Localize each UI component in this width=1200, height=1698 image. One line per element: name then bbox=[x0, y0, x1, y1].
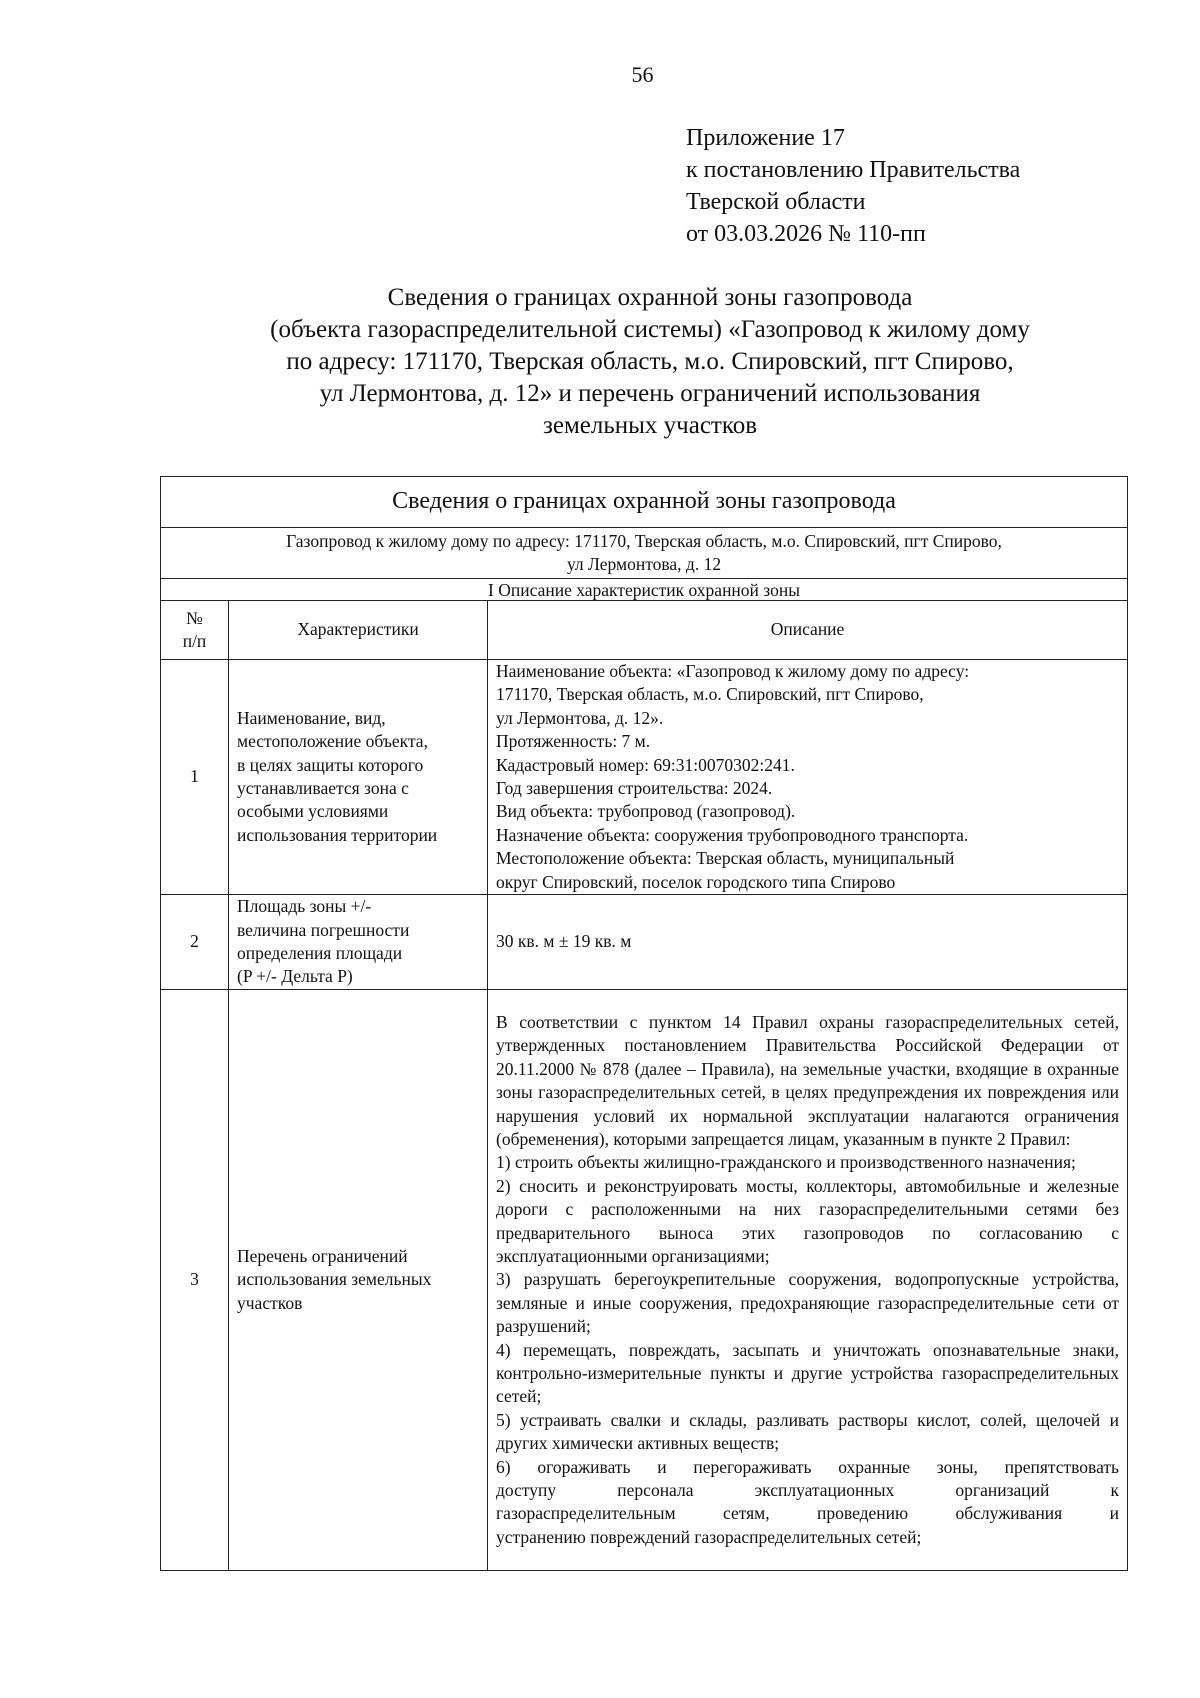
desc-line: 30 кв. м ± 19 кв. м bbox=[496, 931, 632, 952]
desc-line: газораспределительным сетям, проведению обслуживания и bbox=[496, 1503, 1120, 1524]
char-line: Площадь зоны +/- bbox=[237, 896, 372, 917]
table-row bbox=[161, 895, 1128, 990]
appendix-line: Тверской области bbox=[686, 189, 866, 215]
title-line: (объекта газораспределительной системы) «Газопровод к жилому дому bbox=[270, 316, 1030, 343]
table-header-row bbox=[161, 601, 1128, 660]
desc-line: Кадастровый номер: 69:31:0070302:241. bbox=[496, 754, 795, 775]
desc-line: доступу персонала эксплуатационных организаций к bbox=[496, 1480, 1120, 1501]
desc-line: Назначение объекта: сооружения трубопроводного транспорта. bbox=[496, 824, 969, 845]
desc-paragraph: 5) устраивать свалки и склады, разливать растворы кислот, солей, щелочей и других химически активных веществ; bbox=[496, 1409, 1120, 1454]
object-name-cell bbox=[161, 528, 1128, 579]
char-line: участков bbox=[237, 1292, 303, 1313]
appendix-block bbox=[686, 122, 1020, 250]
desc-line: Протяженность: 7 м. bbox=[496, 731, 651, 752]
char-line: использования земельных bbox=[237, 1269, 432, 1290]
char-line: в целях защиты которого bbox=[237, 754, 424, 775]
header-number-line: п/п bbox=[182, 631, 207, 651]
header-characteristics: Характеристики bbox=[229, 601, 488, 660]
title-line: Сведения о границах охранной зоны газопровода bbox=[387, 284, 913, 311]
desc-paragraph: 1) строить объекты жилищно-гражданского и производственного назначения; bbox=[496, 1152, 1076, 1173]
row-characteristic bbox=[229, 990, 488, 1571]
row-description bbox=[488, 660, 1128, 895]
title-line: по адресу: 171170, Тверская область, м.о. Спировский, пгт Спирово, bbox=[286, 348, 1014, 375]
row-number: 3 bbox=[161, 990, 229, 1571]
char-line: (P +/- Дельта P) bbox=[237, 966, 353, 987]
object-line: ул Лермонтова, д. 12 bbox=[566, 554, 722, 574]
header-description: Описание bbox=[488, 601, 1128, 660]
header-number-line: № bbox=[186, 607, 203, 628]
appendix-line: к постановлению Правительства bbox=[686, 157, 1021, 183]
char-line: определения площади bbox=[237, 943, 403, 964]
desc-paragraph: 4) перемещать, повреждать, засыпать и уничтожать опознавательные знаки, контрольно-измерительные пункты и другие устройства газораспределительных сетей; bbox=[496, 1339, 1120, 1407]
appendix-line: от 03.03.2026 № 110-пп bbox=[686, 221, 926, 247]
row-characteristic bbox=[229, 660, 488, 895]
zone-table bbox=[160, 476, 1128, 1571]
desc-line: 6) огораживать и перегораживать охранные зоны, препятствовать bbox=[496, 1456, 1120, 1477]
table-row bbox=[161, 660, 1128, 895]
desc-line: устранению повреждений газораспределительных сетей; bbox=[496, 1526, 922, 1547]
desc-line: округ Спировский, поселок городского типа Спирово bbox=[496, 871, 896, 892]
desc-line: 171170, Тверская область, м.о. Спировский, пгт Спирово, bbox=[496, 684, 924, 705]
document-title bbox=[150, 282, 1150, 442]
char-line: местоположение объекта, bbox=[237, 731, 428, 752]
page-number: 56 bbox=[631, 62, 654, 87]
desc-line: Наименование объекта: «Газопровод к жилому дому по адресу: bbox=[496, 661, 970, 681]
char-line: использования территории bbox=[237, 824, 438, 845]
char-line: устанавливается зона с bbox=[237, 778, 409, 799]
desc-line: Год завершения строительства: 2024. bbox=[496, 778, 773, 799]
desc-paragraph: 3) разрушать берегоукрепительные сооружения, водопропускные устройства, земляные и иные сооружения, предохраняющие газораспределительные сети от разрушений; bbox=[496, 1269, 1120, 1337]
title-line: земельных участков bbox=[542, 412, 758, 439]
char-line: Наименование, вид, bbox=[237, 707, 386, 728]
row-number: 2 bbox=[161, 895, 229, 990]
object-line: Газопровод к жилому дому по адресу: 171170, Тверская область, м.о. Спировский, пгт Спирово, bbox=[286, 530, 1002, 551]
title-line: ул Лермонтова, д. 12» и перечень ограничений использования bbox=[319, 380, 981, 407]
row-description bbox=[488, 990, 1128, 1571]
table-row bbox=[161, 990, 1128, 1571]
appendix-line: Приложение 17 bbox=[686, 125, 845, 151]
char-line: Перечень ограничений bbox=[237, 1245, 408, 1266]
header-number bbox=[161, 601, 229, 660]
desc-paragraph: В соответствии с пунктом 14 Правил охраны газораспределительных сетей, утвержденных постановлением Правительства Российской Федерации от 20.11.2000 № 878 (далее – Правила), на земельные участки, входящие в охранные зоны газораспределительных сетей, в целях предупреждения их повреждения или нарушения условий их нормальной эксплуатации налагаются ограничения (обременения), которыми запрещается лицам, указанным в пункте 2 Правил: bbox=[496, 1011, 1120, 1149]
char-line: величина погрешности bbox=[237, 919, 410, 940]
row-number: 1 bbox=[161, 660, 229, 895]
desc-line: Местоположение объекта: Тверская область, муниципальный bbox=[496, 848, 955, 869]
section-heading: I Описание характеристик охранной зоны bbox=[161, 579, 1128, 601]
char-line: особыми условиями bbox=[237, 801, 389, 822]
row-characteristic bbox=[229, 895, 488, 990]
desc-line: ул Лермонтова, д. 12». bbox=[496, 707, 664, 728]
desc-paragraph: 2) сносить и реконструировать мосты, коллекторы, автомобильные и железные дороги с расположенными на них газораспределительными сетями без предварительного выноса этих газопроводов по согласованию с эксплуатационными организациями; bbox=[496, 1175, 1120, 1266]
table-banner: Сведения о границах охранной зоны газопровода bbox=[161, 477, 1128, 528]
row-description bbox=[488, 895, 1128, 990]
desc-line: Вид объекта: трубопровод (газопровод). bbox=[496, 801, 796, 822]
